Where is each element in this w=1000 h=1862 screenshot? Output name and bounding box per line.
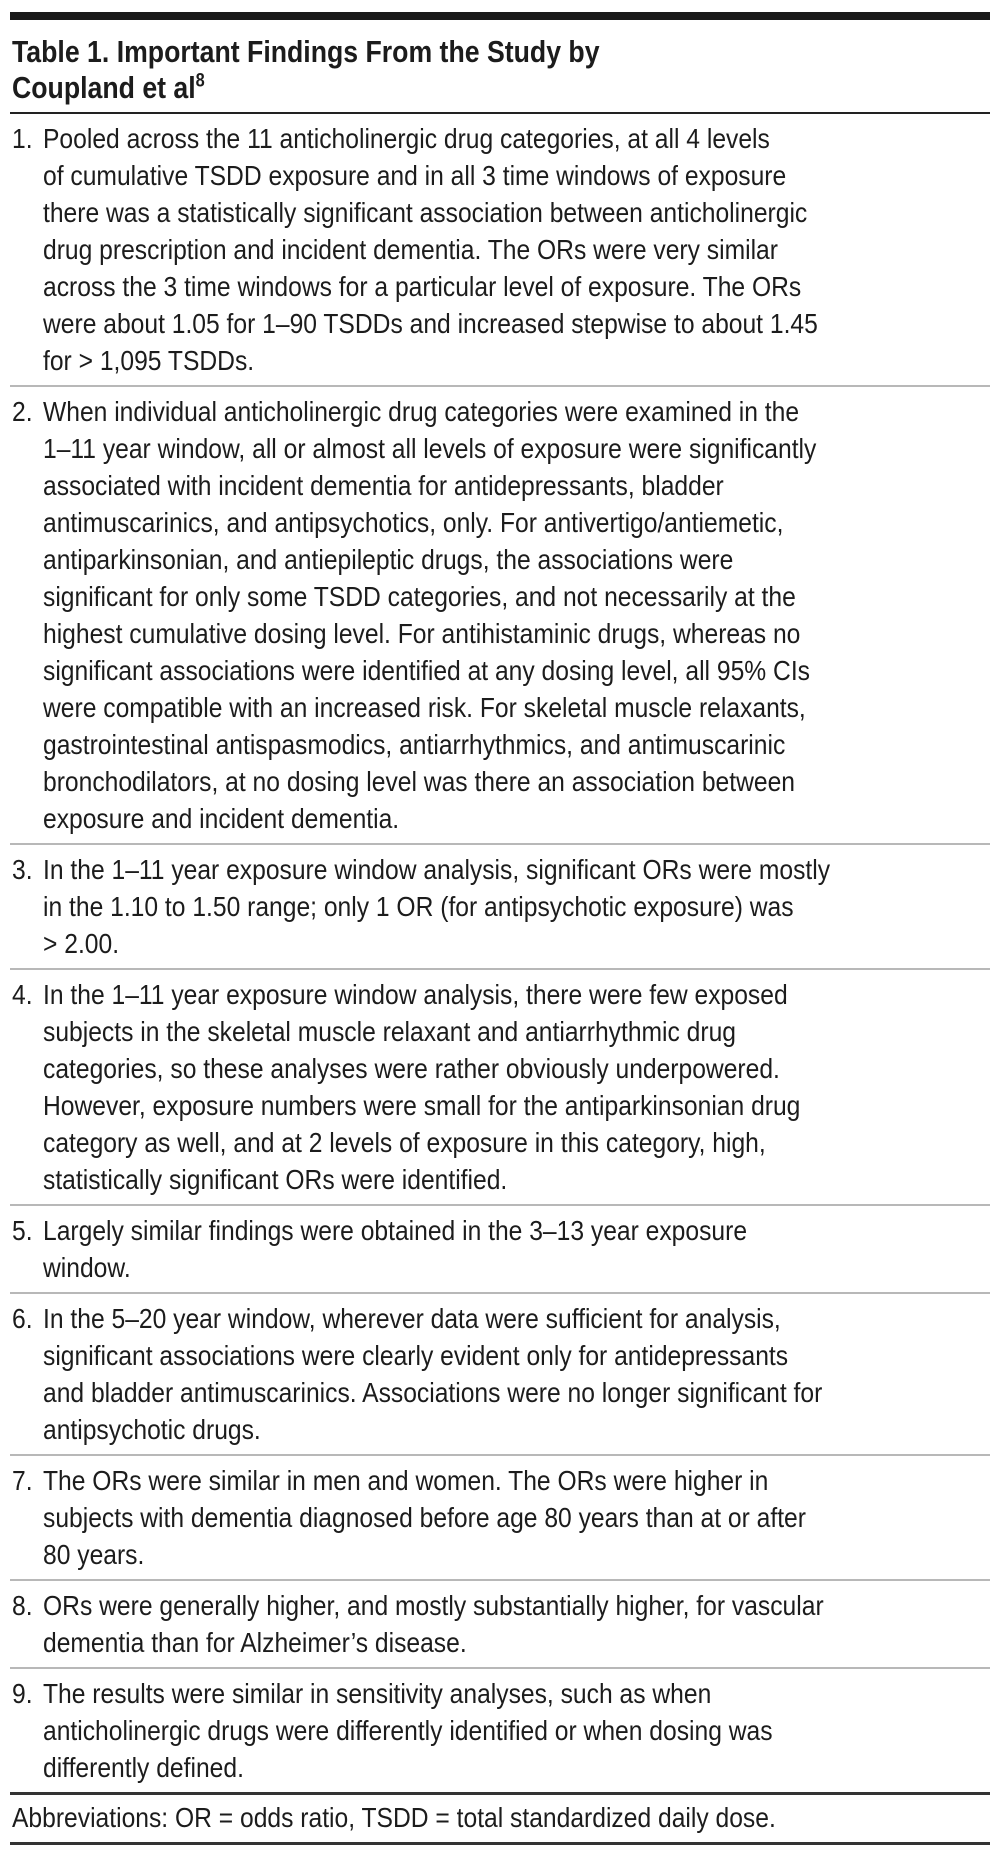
finding-text xyxy=(43,976,990,1198)
title-line-2 xyxy=(12,70,853,106)
findings-list xyxy=(10,114,990,1795)
finding-number: 5. xyxy=(12,1215,33,1246)
finding-text-line: there was a statistically significant association between anticholinergic xyxy=(43,197,808,228)
finding-number: 2. xyxy=(12,396,33,427)
finding-text-line: bronchodilators, at no dosing level was there an association between xyxy=(43,766,796,797)
findings-table xyxy=(10,12,990,1845)
finding-row xyxy=(10,845,990,970)
finding-text-line: categories, so these analyses were rather obviously underpowered. xyxy=(43,1053,780,1084)
finding-row xyxy=(10,1294,990,1456)
finding-text-line: across the 3 time windows for a particular level of exposure. The ORs xyxy=(43,271,802,302)
finding-text xyxy=(43,1587,990,1661)
finding-number: 1. xyxy=(12,123,33,154)
finding-text xyxy=(43,1675,990,1786)
finding-text xyxy=(43,1462,990,1573)
finding-text-line: differently defined. xyxy=(43,1752,244,1783)
finding-text xyxy=(43,1300,990,1448)
finding-row xyxy=(10,970,990,1206)
finding-text-line: significant associations were clearly evident only for antidepressants xyxy=(43,1340,789,1371)
finding-text-line: were compatible with an increased risk. For skeletal muscle relaxants, xyxy=(43,692,806,723)
finding-text-line: antiparkinsonian, and antiepileptic drugs, the associations were xyxy=(43,544,734,575)
finding-row xyxy=(10,387,990,845)
finding-text-line: ORs were generally higher, and mostly substantially higher, for vascular xyxy=(43,1590,824,1621)
finding-text-line: 1–11 year window, all or almost all levels of exposure were significantly xyxy=(43,433,817,464)
finding-text-line: In the 1–11 year exposure window analysis, significant ORs were mostly xyxy=(43,854,831,885)
finding-text-line: 80 years. xyxy=(43,1539,145,1570)
finding-text-line: highest cumulative dosing level. For antihistaminic drugs, whereas no xyxy=(43,618,801,649)
reference-superscript: 8 xyxy=(195,70,205,92)
finding-row xyxy=(10,1456,990,1581)
finding-text-line: window. xyxy=(43,1252,131,1283)
finding-row xyxy=(10,1669,990,1795)
finding-text-line: drug prescription and incident dementia. The ORs were very similar xyxy=(43,234,778,265)
finding-row xyxy=(10,1206,990,1294)
finding-row xyxy=(10,1581,990,1669)
finding-text-line: anticholinergic drugs were differently identified or when dosing was xyxy=(43,1715,773,1746)
finding-text-line: In the 1–11 year exposure window analysis, there were few exposed xyxy=(43,979,788,1010)
finding-text-line: associated with incident dementia for antidepressants, bladder xyxy=(43,470,724,501)
finding-text-line: and bladder antimuscarinics. Associations were no longer significant for xyxy=(43,1377,823,1408)
finding-text-line: significant associations were identified at any dosing level, all 95% CIs xyxy=(43,655,811,686)
finding-number: 3. xyxy=(12,854,33,885)
finding-number: 6. xyxy=(12,1303,33,1334)
abbreviations-footnote xyxy=(10,1795,990,1845)
finding-text-line: antipsychotic drugs. xyxy=(43,1414,261,1445)
finding-text-line: gastrointestinal antispasmodics, antiarrhythmics, and antimuscarinic xyxy=(43,729,786,760)
finding-text-line: were about 1.05 for 1–90 TSDDs and increased stepwise to about 1.45 xyxy=(43,308,818,339)
table-title xyxy=(10,20,990,112)
title-line-1: Table 1. Important Findings From the Study by xyxy=(12,34,600,69)
finding-number: 9. xyxy=(12,1678,33,1709)
finding-text-line: statistically significant ORs were identified. xyxy=(43,1164,508,1195)
finding-text-line: antimuscarinics, and antipsychotics, only. For antivertigo/antiemetic, xyxy=(43,507,784,538)
finding-text-line: significant for only some TSDD categories, and not necessarily at the xyxy=(43,581,796,612)
finding-number: 4. xyxy=(12,979,33,1010)
finding-text-line: category as well, and at 2 levels of exposure in this category, high, xyxy=(43,1127,766,1158)
finding-text-line: > 2.00. xyxy=(43,928,120,959)
finding-text-line: The results were similar in sensitivity analyses, such as when xyxy=(43,1678,712,1709)
finding-text-line: dementia than for Alzheimer’s disease. xyxy=(43,1627,467,1658)
finding-text-line: exposure and incident dementia. xyxy=(43,803,400,834)
finding-row xyxy=(10,114,990,387)
finding-text-line: in the 1.10 to 1.50 range; only 1 OR (for antipsychotic exposure) was xyxy=(43,891,794,922)
finding-number: 8. xyxy=(12,1590,33,1621)
finding-text-line: for > 1,095 TSDDs. xyxy=(43,345,255,376)
finding-text-line: However, exposure numbers were small for the antiparkinsonian drug xyxy=(43,1090,801,1121)
finding-text-line: subjects in the skeletal muscle relaxant and antiarrhythmic drug xyxy=(43,1016,736,1047)
finding-text xyxy=(43,393,990,837)
footnote-text: Abbreviations: OR = odds ratio, TSDD = total standardized daily dose. xyxy=(12,1802,776,1833)
finding-text-line: of cumulative TSDD exposure and in all 3 time windows of exposure xyxy=(43,160,787,191)
finding-text-line: Pooled across the 11 anticholinergic drug categories, at all 4 levels xyxy=(43,123,770,154)
finding-text xyxy=(43,1212,990,1286)
title-text: Coupland et al xyxy=(12,70,196,105)
finding-text-line: When individual anticholinergic drug categories were examined in the xyxy=(43,396,800,427)
finding-text-line: The ORs were similar in men and women. The ORs were higher in xyxy=(43,1465,769,1496)
finding-text xyxy=(43,120,990,379)
finding-text xyxy=(43,851,990,962)
table-top-rule xyxy=(10,12,990,20)
finding-text-line: subjects with dementia diagnosed before age 80 years than at or after xyxy=(43,1502,806,1533)
finding-text-line: In the 5–20 year window, wherever data were sufficient for analysis, xyxy=(43,1303,781,1334)
finding-number: 7. xyxy=(12,1465,33,1496)
finding-text-line: Largely similar findings were obtained in the 3–13 year exposure xyxy=(43,1215,748,1246)
